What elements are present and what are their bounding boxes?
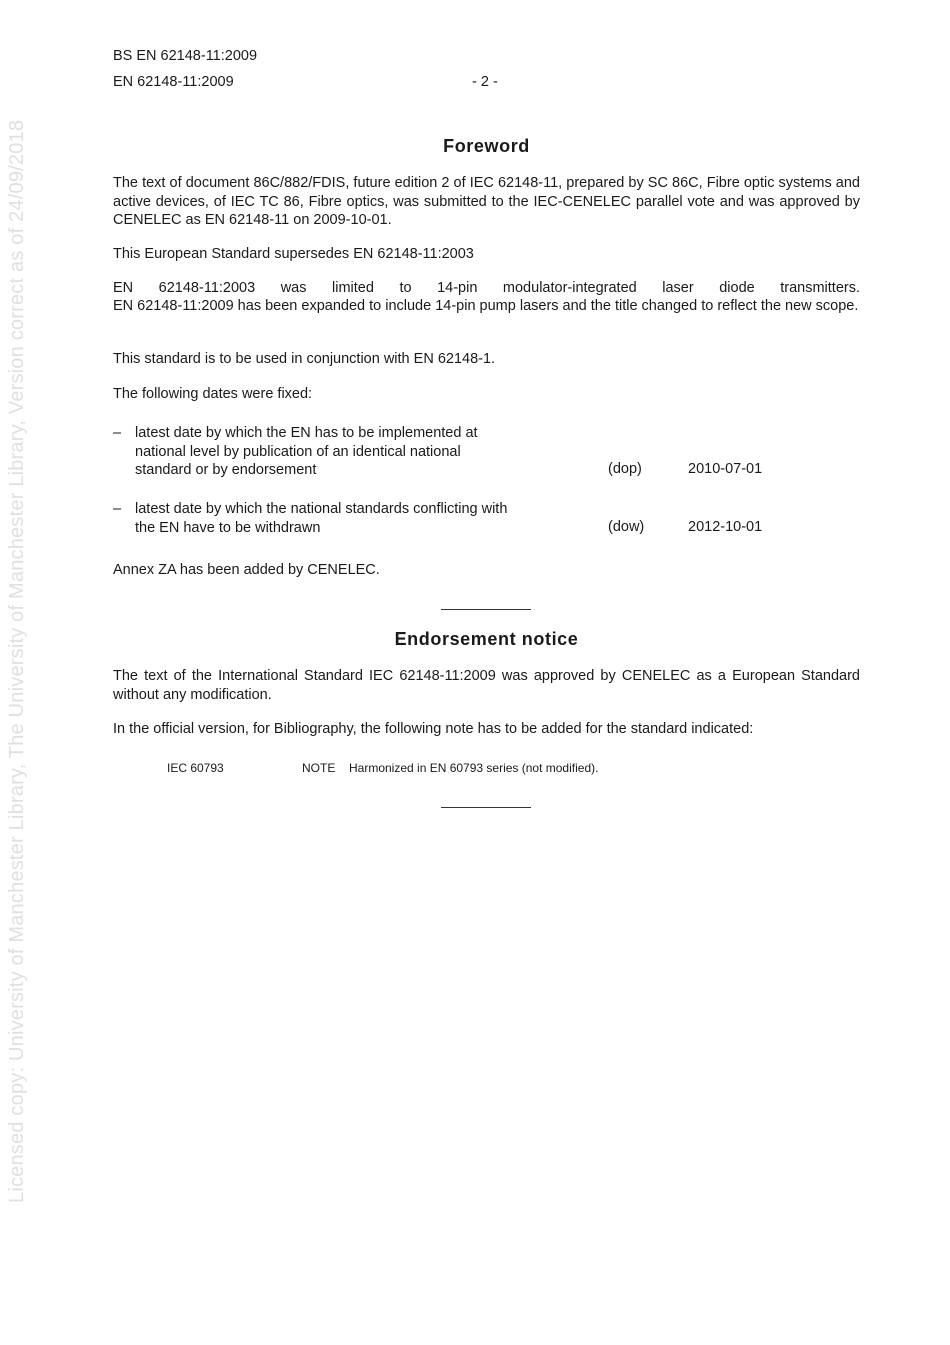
license-watermark: Licensed copy: University of Manchester Library, The University of Manchester Library, Version correct as of 24/09/2018	[6, 119, 28, 1203]
date-item-dow-date: 2012-10-01	[688, 519, 763, 535]
date-item-dop-abbr: (dop)	[608, 461, 642, 477]
foreword-paragraph-1: The text of document 86C/882/FDIS, future edition 2 of IEC 62148-11, prepared by SC 86C, Fibre optic systems and active devices, of IEC TC 86, Fibre optics, was submitted to the IEC-CENELEC parallel vote and was approved by CENELEC as EN 62148-11 on 2009-10-01.	[113, 175, 860, 228]
dash-bullet: –	[113, 425, 122, 441]
date-item-dop-date: 2010-07-01	[688, 461, 763, 477]
date-item-dow-abbr: (dow)	[608, 519, 645, 535]
note-label: NOTE	[302, 761, 336, 775]
endorsement-paragraph-2: In the official version, for Bibliography, the following note has to be added for the standard indicated:	[113, 721, 754, 737]
end-divider	[441, 807, 531, 808]
foreword-paragraph-2: This European Standard supersedes EN 62148-11:2003	[113, 246, 474, 262]
note-reference: IEC 60793	[167, 761, 224, 775]
header-standard-en: EN 62148-11:2009	[113, 74, 234, 90]
note-text: Harmonized in EN 60793 series (not modified).	[349, 761, 599, 775]
header-standard-bs: BS EN 62148-11:2009	[113, 48, 258, 64]
foreword-paragraph-5: The following dates were fixed:	[113, 386, 313, 402]
endorsement-paragraph-1: The text of the International Standard IEC 62148-11:2009 was approved by CENELEC as a European Standard without any modification.	[113, 668, 860, 703]
page-number: - 2 -	[472, 74, 498, 90]
foreword-paragraph-4: This standard is to be used in conjunction with EN 62148-1.	[113, 351, 496, 367]
foreword-paragraph-3-line-1: EN 62148-11:2003 was limited to 14-pin modulator-integrated laser diode transmitters.	[113, 280, 860, 296]
foreword-paragraph-3-rest: EN 62148-11:2009 has been expanded to include 14-pin pump lasers and the title changed to reflect the new scope.	[113, 298, 859, 314]
foreword-heading: Foreword	[443, 136, 530, 156]
endorsement-heading: Endorsement notice	[394, 629, 579, 649]
date-item-dow-text: latest date by which the national standards conflicting with the EN have to be withdrawn	[135, 501, 508, 536]
date-item-dop-text: latest date by which the EN has to be implemented at national level by publication of an identical national standard or by endorsement	[135, 425, 478, 478]
section-divider	[441, 609, 531, 610]
dash-bullet: –	[113, 501, 122, 517]
annex-note: Annex ZA has been added by CENELEC.	[113, 562, 380, 578]
